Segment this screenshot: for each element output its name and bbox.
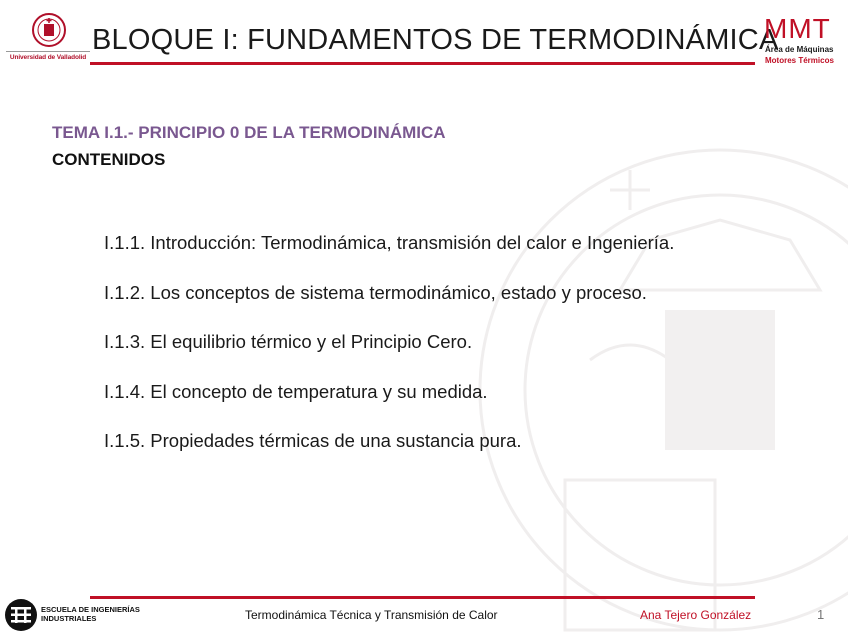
page-title: BLOQUE I: FUNDAMENTOS DE TERMODINÁMICA (92, 24, 779, 56)
page-number: 1 (817, 607, 825, 622)
mmt-line2: Motores Térmicos (765, 56, 834, 65)
tema-title: TEMA I.1.- PRINCIPIO 0 DE LA TERMODINÁMICA (52, 123, 446, 142)
list-item: I.1.4. El concepto de temperatura y su medida. (104, 380, 488, 402)
footer-course: Termodinámica Técnica y Transmisión de Calor (245, 608, 498, 622)
eii-label-line2: INDUSTRIALES (41, 614, 97, 623)
list-item: I.1.5. Propiedades térmicas de una sustancia pura. (104, 430, 522, 451)
footer-author: Ana Tejero González (640, 608, 752, 622)
header-rule (90, 62, 755, 65)
list-item: I.1.2. Los conceptos de sistema termodinámico, estado y proceso. (104, 281, 647, 303)
footer-rule (90, 596, 755, 599)
eii-logo (4, 598, 144, 634)
mmt-letters: MMT (764, 13, 831, 44)
uva-divider (6, 51, 90, 52)
contents-heading: CONTENIDOS (52, 150, 166, 169)
contents-list (104, 230, 674, 478)
mmt-line1: Área de Máquinas (765, 45, 834, 54)
eii-label-line1: ESCUELA DE INGENIERÍAS (41, 605, 140, 614)
uva-seal-icon (31, 12, 67, 48)
eii-emblem-icon (4, 598, 38, 632)
list-item: I.1.1. Introducción: Termodinámica, transmisión del calor e Ingeniería. (104, 232, 675, 253)
list-item: I.1.3. El equilibrio térmico y el Principio Cero. (104, 331, 473, 352)
uva-label: Universidad de Valladolid (9, 54, 87, 61)
eii-label (41, 605, 140, 623)
mmt-logo (762, 14, 844, 70)
uva-logo (6, 10, 88, 68)
